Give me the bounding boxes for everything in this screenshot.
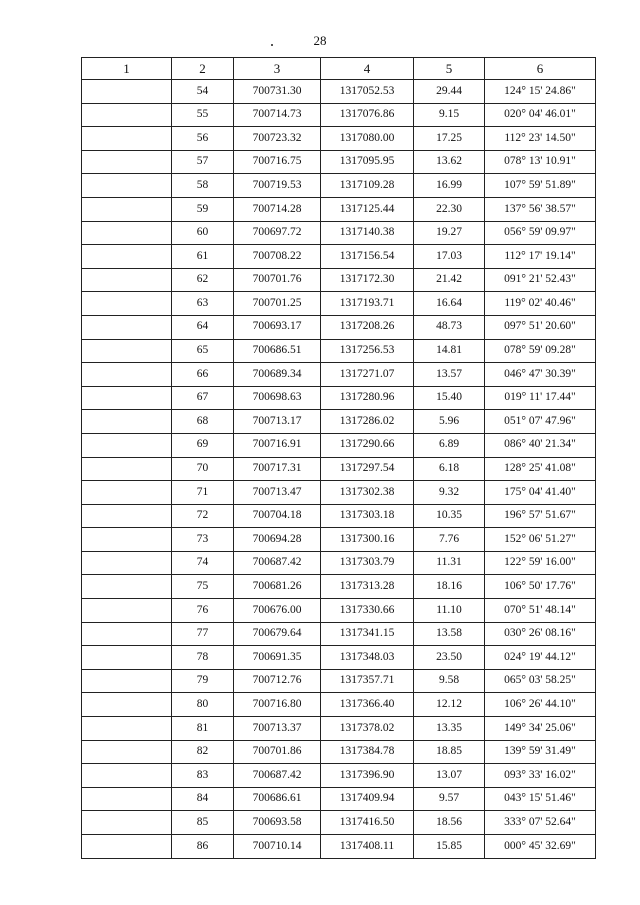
parcel-cell [82,528,172,552]
parcel-cell [82,80,172,104]
distance-cell: 16.64 [414,292,485,316]
parcel-cell [82,457,172,481]
distance-cell: 13.35 [414,717,485,741]
y-coordinate-cell: 1317378.02 [321,717,414,741]
x-coordinate-cell: 700698.63 [234,386,321,410]
bearing-cell: 333° 07' 52.64" [485,811,596,835]
parcel-cell [82,197,172,221]
table-row [82,764,596,788]
bearing-cell: 175° 04' 41.40" [485,481,596,505]
distance-cell: 29.44 [414,80,485,104]
distance-cell: 15.85 [414,835,485,859]
point-number-cell: 66 [172,363,234,387]
x-coordinate-cell: 700708.22 [234,245,321,269]
bearing-cell: 019° 11' 17.44" [485,386,596,410]
parcel-cell [82,315,172,339]
bearing-cell: 093° 33' 16.02" [485,764,596,788]
parcel-cell [82,150,172,174]
x-coordinate-cell: 700710.14 [234,835,321,859]
bearing-cell: 024° 19' 44.12" [485,646,596,670]
header-row [82,58,596,80]
x-coordinate-cell: 700714.28 [234,197,321,221]
y-coordinate-cell: 1317313.28 [321,575,414,599]
distance-cell: 11.31 [414,551,485,575]
y-coordinate-cell: 1317280.96 [321,386,414,410]
y-coordinate-cell: 1317330.66 [321,599,414,623]
distance-cell: 9.57 [414,787,485,811]
distance-cell: 6.89 [414,433,485,457]
x-coordinate-cell: 700716.75 [234,150,321,174]
header-col-2: 2 [172,58,234,80]
x-coordinate-cell: 700689.34 [234,363,321,387]
point-number-cell: 63 [172,292,234,316]
point-number-cell: 58 [172,174,234,198]
table-row [82,339,596,363]
y-coordinate-cell: 1317303.18 [321,504,414,528]
y-coordinate-cell: 1317095.95 [321,150,414,174]
point-number-cell: 73 [172,528,234,552]
parcel-cell [82,410,172,434]
point-number-cell: 84 [172,787,234,811]
bearing-cell: 122° 59' 16.00" [485,551,596,575]
point-number-cell: 75 [172,575,234,599]
bearing-cell: 030° 26' 08.16" [485,622,596,646]
table-row [82,504,596,528]
y-coordinate-cell: 1317302.38 [321,481,414,505]
table-row [82,599,596,623]
table-row [82,457,596,481]
point-number-cell: 70 [172,457,234,481]
distance-cell: 14.81 [414,339,485,363]
x-coordinate-cell: 700731.30 [234,80,321,104]
point-number-cell: 62 [172,268,234,292]
x-coordinate-cell: 700693.17 [234,315,321,339]
x-coordinate-cell: 700691.35 [234,646,321,670]
point-number-cell: 57 [172,150,234,174]
parcel-cell [82,646,172,670]
bearing-cell: 051° 07' 47.96" [485,410,596,434]
distance-cell: 7.76 [414,528,485,552]
point-number-cell: 85 [172,811,234,835]
scan-dot [271,44,273,46]
y-coordinate-cell: 1317286.02 [321,410,414,434]
bearing-cell: 078° 59' 09.28" [485,339,596,363]
parcel-cell [82,339,172,363]
x-coordinate-cell: 700717.31 [234,457,321,481]
y-coordinate-cell: 1317341.15 [321,622,414,646]
y-coordinate-cell: 1317140.38 [321,221,414,245]
parcel-cell [82,481,172,505]
table-row [82,693,596,717]
x-coordinate-cell: 700713.17 [234,410,321,434]
x-coordinate-cell: 700701.86 [234,740,321,764]
point-number-cell: 79 [172,669,234,693]
parcel-cell [82,669,172,693]
distance-cell: 9.15 [414,103,485,127]
parcel-cell [82,575,172,599]
distance-cell: 10.35 [414,504,485,528]
y-coordinate-cell: 1317396.90 [321,764,414,788]
x-coordinate-cell: 700723.32 [234,127,321,151]
y-coordinate-cell: 1317193.71 [321,292,414,316]
y-coordinate-cell: 1317109.28 [321,174,414,198]
distance-cell: 22.30 [414,197,485,221]
y-coordinate-cell: 1317080.00 [321,127,414,151]
y-coordinate-cell: 1317303.79 [321,551,414,575]
parcel-cell [82,221,172,245]
parcel-cell [82,433,172,457]
y-coordinate-cell: 1317076.86 [321,103,414,127]
header-col-5: 5 [414,58,485,80]
bearing-cell: 086° 40' 21.34" [485,433,596,457]
distance-cell: 12.12 [414,693,485,717]
table-row [82,622,596,646]
table-header [82,58,596,80]
table-row [82,835,596,859]
y-coordinate-cell: 1317416.50 [321,811,414,835]
parcel-cell [82,127,172,151]
point-number-cell: 69 [172,433,234,457]
x-coordinate-cell: 700701.25 [234,292,321,316]
x-coordinate-cell: 700716.80 [234,693,321,717]
point-number-cell: 82 [172,740,234,764]
distance-cell: 17.03 [414,245,485,269]
parcel-cell [82,103,172,127]
x-coordinate-cell: 700713.37 [234,717,321,741]
x-coordinate-cell: 700712.76 [234,669,321,693]
x-coordinate-cell: 700676.00 [234,599,321,623]
table-row [82,174,596,198]
y-coordinate-cell: 1317366.40 [321,693,414,717]
point-number-cell: 78 [172,646,234,670]
point-number-cell: 56 [172,127,234,151]
point-number-cell: 59 [172,197,234,221]
parcel-cell [82,386,172,410]
parcel-cell [82,693,172,717]
point-number-cell: 77 [172,622,234,646]
y-coordinate-cell: 1317208.26 [321,315,414,339]
point-number-cell: 71 [172,481,234,505]
table-row [82,127,596,151]
distance-cell: 18.85 [414,740,485,764]
parcel-cell [82,245,172,269]
point-number-cell: 54 [172,80,234,104]
table-row [82,787,596,811]
distance-cell: 15.40 [414,386,485,410]
bearing-cell: 124° 15' 24.86" [485,80,596,104]
distance-cell: 19.27 [414,221,485,245]
x-coordinate-cell: 700714.73 [234,103,321,127]
distance-cell: 13.07 [414,764,485,788]
parcel-cell [82,835,172,859]
parcel-cell [82,599,172,623]
table-row [82,80,596,104]
parcel-cell [82,174,172,198]
y-coordinate-cell: 1317409.94 [321,787,414,811]
parcel-cell [82,363,172,387]
y-coordinate-cell: 1317172.30 [321,268,414,292]
bearing-cell: 106° 26' 44.10" [485,693,596,717]
parcel-cell [82,622,172,646]
y-coordinate-cell: 1317271.07 [321,363,414,387]
bearing-cell: 043° 15' 51.46" [485,787,596,811]
table-row [82,551,596,575]
bearing-cell: 070° 51' 48.14" [485,599,596,623]
table-row [82,528,596,552]
bearing-cell: 128° 25' 41.08" [485,457,596,481]
point-number-cell: 83 [172,764,234,788]
distance-cell: 13.57 [414,363,485,387]
distance-cell: 13.62 [414,150,485,174]
x-coordinate-cell: 700697.72 [234,221,321,245]
bearing-cell: 112° 23' 14.50" [485,127,596,151]
y-coordinate-cell: 1317156.54 [321,245,414,269]
parcel-cell [82,787,172,811]
table-row [82,575,596,599]
y-coordinate-cell: 1317052.53 [321,80,414,104]
point-number-cell: 72 [172,504,234,528]
bearing-cell: 091° 21' 52.43" [485,268,596,292]
distance-cell: 48.73 [414,315,485,339]
y-coordinate-cell: 1317297.54 [321,457,414,481]
y-coordinate-cell: 1317384.78 [321,740,414,764]
bearing-cell: 152° 06' 51.27" [485,528,596,552]
distance-cell: 11.10 [414,599,485,623]
bearing-cell: 119° 02' 40.46" [485,292,596,316]
page-number: 28 [313,33,327,48]
distance-cell: 18.16 [414,575,485,599]
parcel-cell [82,292,172,316]
bearing-cell: 097° 51' 20.60" [485,315,596,339]
x-coordinate-cell: 700704.18 [234,504,321,528]
x-coordinate-cell: 700686.61 [234,787,321,811]
bearing-cell: 046° 47' 30.39" [485,363,596,387]
bearing-cell: 065° 03' 58.25" [485,669,596,693]
y-coordinate-cell: 1317256.53 [321,339,414,363]
table-row [82,410,596,434]
point-number-cell: 67 [172,386,234,410]
table-row [82,386,596,410]
table-row [82,811,596,835]
x-coordinate-cell: 700719.53 [234,174,321,198]
bearing-cell: 149° 34' 25.06" [485,717,596,741]
point-number-cell: 74 [172,551,234,575]
distance-cell: 9.58 [414,669,485,693]
bearing-cell: 000° 45' 32.69" [485,835,596,859]
point-number-cell: 55 [172,103,234,127]
distance-cell: 23.50 [414,646,485,670]
parcel-cell [82,504,172,528]
point-number-cell: 64 [172,315,234,339]
point-number-cell: 60 [172,221,234,245]
point-number-cell: 81 [172,717,234,741]
point-number-cell: 61 [172,245,234,269]
bearing-cell: 078° 13' 10.91" [485,150,596,174]
table-row [82,646,596,670]
table-row [82,315,596,339]
y-coordinate-cell: 1317125.44 [321,197,414,221]
coordinates-table [81,57,596,859]
table-row [82,740,596,764]
table-body [82,80,596,859]
bearing-cell: 107° 59' 51.89" [485,174,596,198]
distance-cell: 5.96 [414,410,485,434]
x-coordinate-cell: 700679.64 [234,622,321,646]
x-coordinate-cell: 700687.42 [234,764,321,788]
table-row [82,481,596,505]
point-number-cell: 68 [172,410,234,434]
table-row [82,245,596,269]
distance-cell: 17.25 [414,127,485,151]
x-coordinate-cell: 700687.42 [234,551,321,575]
x-coordinate-cell: 700681.26 [234,575,321,599]
parcel-cell [82,764,172,788]
header-col-4: 4 [321,58,414,80]
y-coordinate-cell: 1317348.03 [321,646,414,670]
parcel-cell [82,551,172,575]
distance-cell: 21.42 [414,268,485,292]
point-number-cell: 80 [172,693,234,717]
distance-cell: 13.58 [414,622,485,646]
table-row [82,363,596,387]
table-row [82,292,596,316]
y-coordinate-cell: 1317357.71 [321,669,414,693]
point-number-cell: 65 [172,339,234,363]
table-row [82,197,596,221]
y-coordinate-cell: 1317408.11 [321,835,414,859]
x-coordinate-cell: 700713.47 [234,481,321,505]
parcel-cell [82,811,172,835]
bearing-cell: 139° 59' 31.49" [485,740,596,764]
x-coordinate-cell: 700694.28 [234,528,321,552]
y-coordinate-cell: 1317290.66 [321,433,414,457]
distance-cell: 6.18 [414,457,485,481]
table-row [82,268,596,292]
distance-cell: 18.56 [414,811,485,835]
table-row [82,669,596,693]
header-col-1: 1 [82,58,172,80]
table-row [82,150,596,174]
table-row [82,221,596,245]
parcel-cell [82,740,172,764]
bearing-cell: 196° 57' 51.67" [485,504,596,528]
bearing-cell: 056° 59' 09.97" [485,221,596,245]
x-coordinate-cell: 700686.51 [234,339,321,363]
point-number-cell: 76 [172,599,234,623]
table-row [82,717,596,741]
x-coordinate-cell: 700716.91 [234,433,321,457]
x-coordinate-cell: 700693.58 [234,811,321,835]
bearing-cell: 106° 50' 17.76" [485,575,596,599]
point-number-cell: 86 [172,835,234,859]
table-row [82,103,596,127]
x-coordinate-cell: 700701.76 [234,268,321,292]
y-coordinate-cell: 1317300.16 [321,528,414,552]
header-col-6: 6 [485,58,596,80]
distance-cell: 9.32 [414,481,485,505]
bearing-cell: 112° 17' 19.14" [485,245,596,269]
table-row [82,433,596,457]
header-col-3: 3 [234,58,321,80]
parcel-cell [82,268,172,292]
bearing-cell: 020° 04' 46.01" [485,103,596,127]
distance-cell: 16.99 [414,174,485,198]
parcel-cell [82,717,172,741]
bearing-cell: 137° 56' 38.57" [485,197,596,221]
